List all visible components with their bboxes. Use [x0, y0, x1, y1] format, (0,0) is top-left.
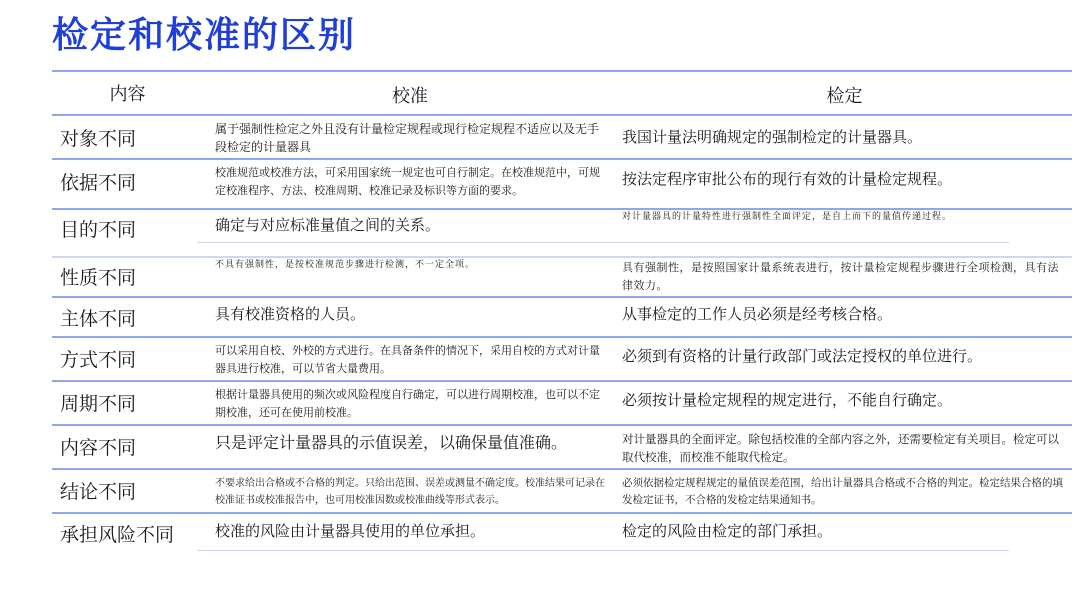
header-calibration: 校准: [392, 86, 428, 107]
row-verification: 对计量器具的全面评定。除包括校准的全部内容之外，还需要检定有关项目。检定可以取代校准，而校准不能取代检定。: [622, 432, 1059, 464]
row-calibration: 根据计量器具使用的频次或风险程度自行确定，可以进行周期校准，也可以不定期校准，还可在使用前校准。: [215, 388, 600, 419]
row-verification: 对计量器具的计量特性进行强制性全面评定，是自上而下的量值传递过程。: [622, 212, 953, 222]
row-calibration: 可以采用自校、外校的方式进行。在具备条件的情况下，采用自校的方式对计量器具进行校准，可以节省大量费用。: [215, 344, 600, 375]
row-verification: 检定的风险由检定的部门承担。: [622, 522, 833, 540]
row-calibration: 属于强制性检定之外且没有计量检定规程或现行检定规程不适应以及无手段检定的计量器具: [215, 122, 600, 154]
table-row: [52, 256, 1072, 300]
header-verification: 检定: [826, 86, 863, 107]
header-content: 内容: [109, 84, 146, 105]
table-row: [52, 380, 1072, 424]
row-verification: 具有强制性，是按照国家计量系统表进行，按计量检定规程步骤进行全项检测，具有法律效力。: [622, 261, 1059, 292]
row-name: 性质不同: [60, 266, 137, 289]
page-title: 检定和校准的区别: [52, 15, 357, 56]
row-verification: 从事检定的工作人员必须是经考核合格。: [622, 305, 893, 323]
row-name: 主体不同: [60, 307, 137, 330]
table-header-row: [52, 70, 1072, 112]
row-verification: 必须按计量检定规程的规定进行，不能自行确定。: [622, 391, 953, 409]
row-name: 方式不同: [60, 348, 137, 371]
row-calibration: 不要求给出合格或不合格的判定。只给出范围、误差或测量不确定度。校准结果可记录在校准证书或校准报告中，也可用校准因数或校准曲线等形式表示。: [215, 478, 605, 506]
row-name: 结论不同: [60, 480, 137, 503]
row-calibration: 不具有强制性，是按校准规范步骤进行检测，不一定全项。: [215, 260, 476, 270]
row-name: 依据不同: [60, 171, 137, 194]
comparison-table: [52, 70, 1072, 560]
row-calibration: 校准的风险由计量器具使用的单位承担。: [215, 522, 486, 540]
row-rule: [52, 468, 1072, 470]
row-name: 周期不同: [60, 392, 137, 415]
row-calibration: 校准规范或校准方法，可采用国家统一规定也可自行制定。在校准规范中，可规定校准程序、方法、校准周期、校准记录及标识等方面的要求。: [215, 166, 600, 197]
row-name: 对象不同: [60, 127, 137, 150]
row-verification: 我国计量法明确规定的强制检定的计量器具。: [622, 128, 923, 146]
row-calibration: 确定与对应标准量值之间的关系。: [215, 216, 441, 234]
table-row: [52, 424, 1072, 468]
row-name: 承担风险不同: [60, 523, 175, 546]
row-sub-rule: [197, 242, 1009, 243]
table-row: [52, 336, 1072, 380]
row-calibration: 只是评定计量器具的示值误差，以确保量值准确。: [215, 433, 568, 452]
row-calibration: 具有校准资格的人员。: [215, 305, 366, 323]
header-top-rule: [52, 70, 1072, 72]
row-name: 目的不同: [60, 218, 137, 241]
row-verification: 必须依据检定规程规定的量值误差范围，给出计量器具合格或不合格的判定。检定结果合格的填发检定证书，不合格的发检定结果通知书。: [622, 477, 1063, 506]
row-verification: 必须到有资格的计量行政部门或法定授权的单位进行。: [622, 347, 983, 365]
table-row: [52, 158, 1072, 202]
table-row: [52, 114, 1072, 158]
row-name: 内容不同: [60, 436, 137, 459]
table-bottom-rule: [197, 550, 1009, 551]
table-row: [52, 296, 1072, 338]
row-verification: 按法定程序审批公布的现行有效的计量检定规程。: [622, 170, 953, 188]
table-row: [52, 208, 1072, 252]
table-row: [52, 468, 1072, 512]
